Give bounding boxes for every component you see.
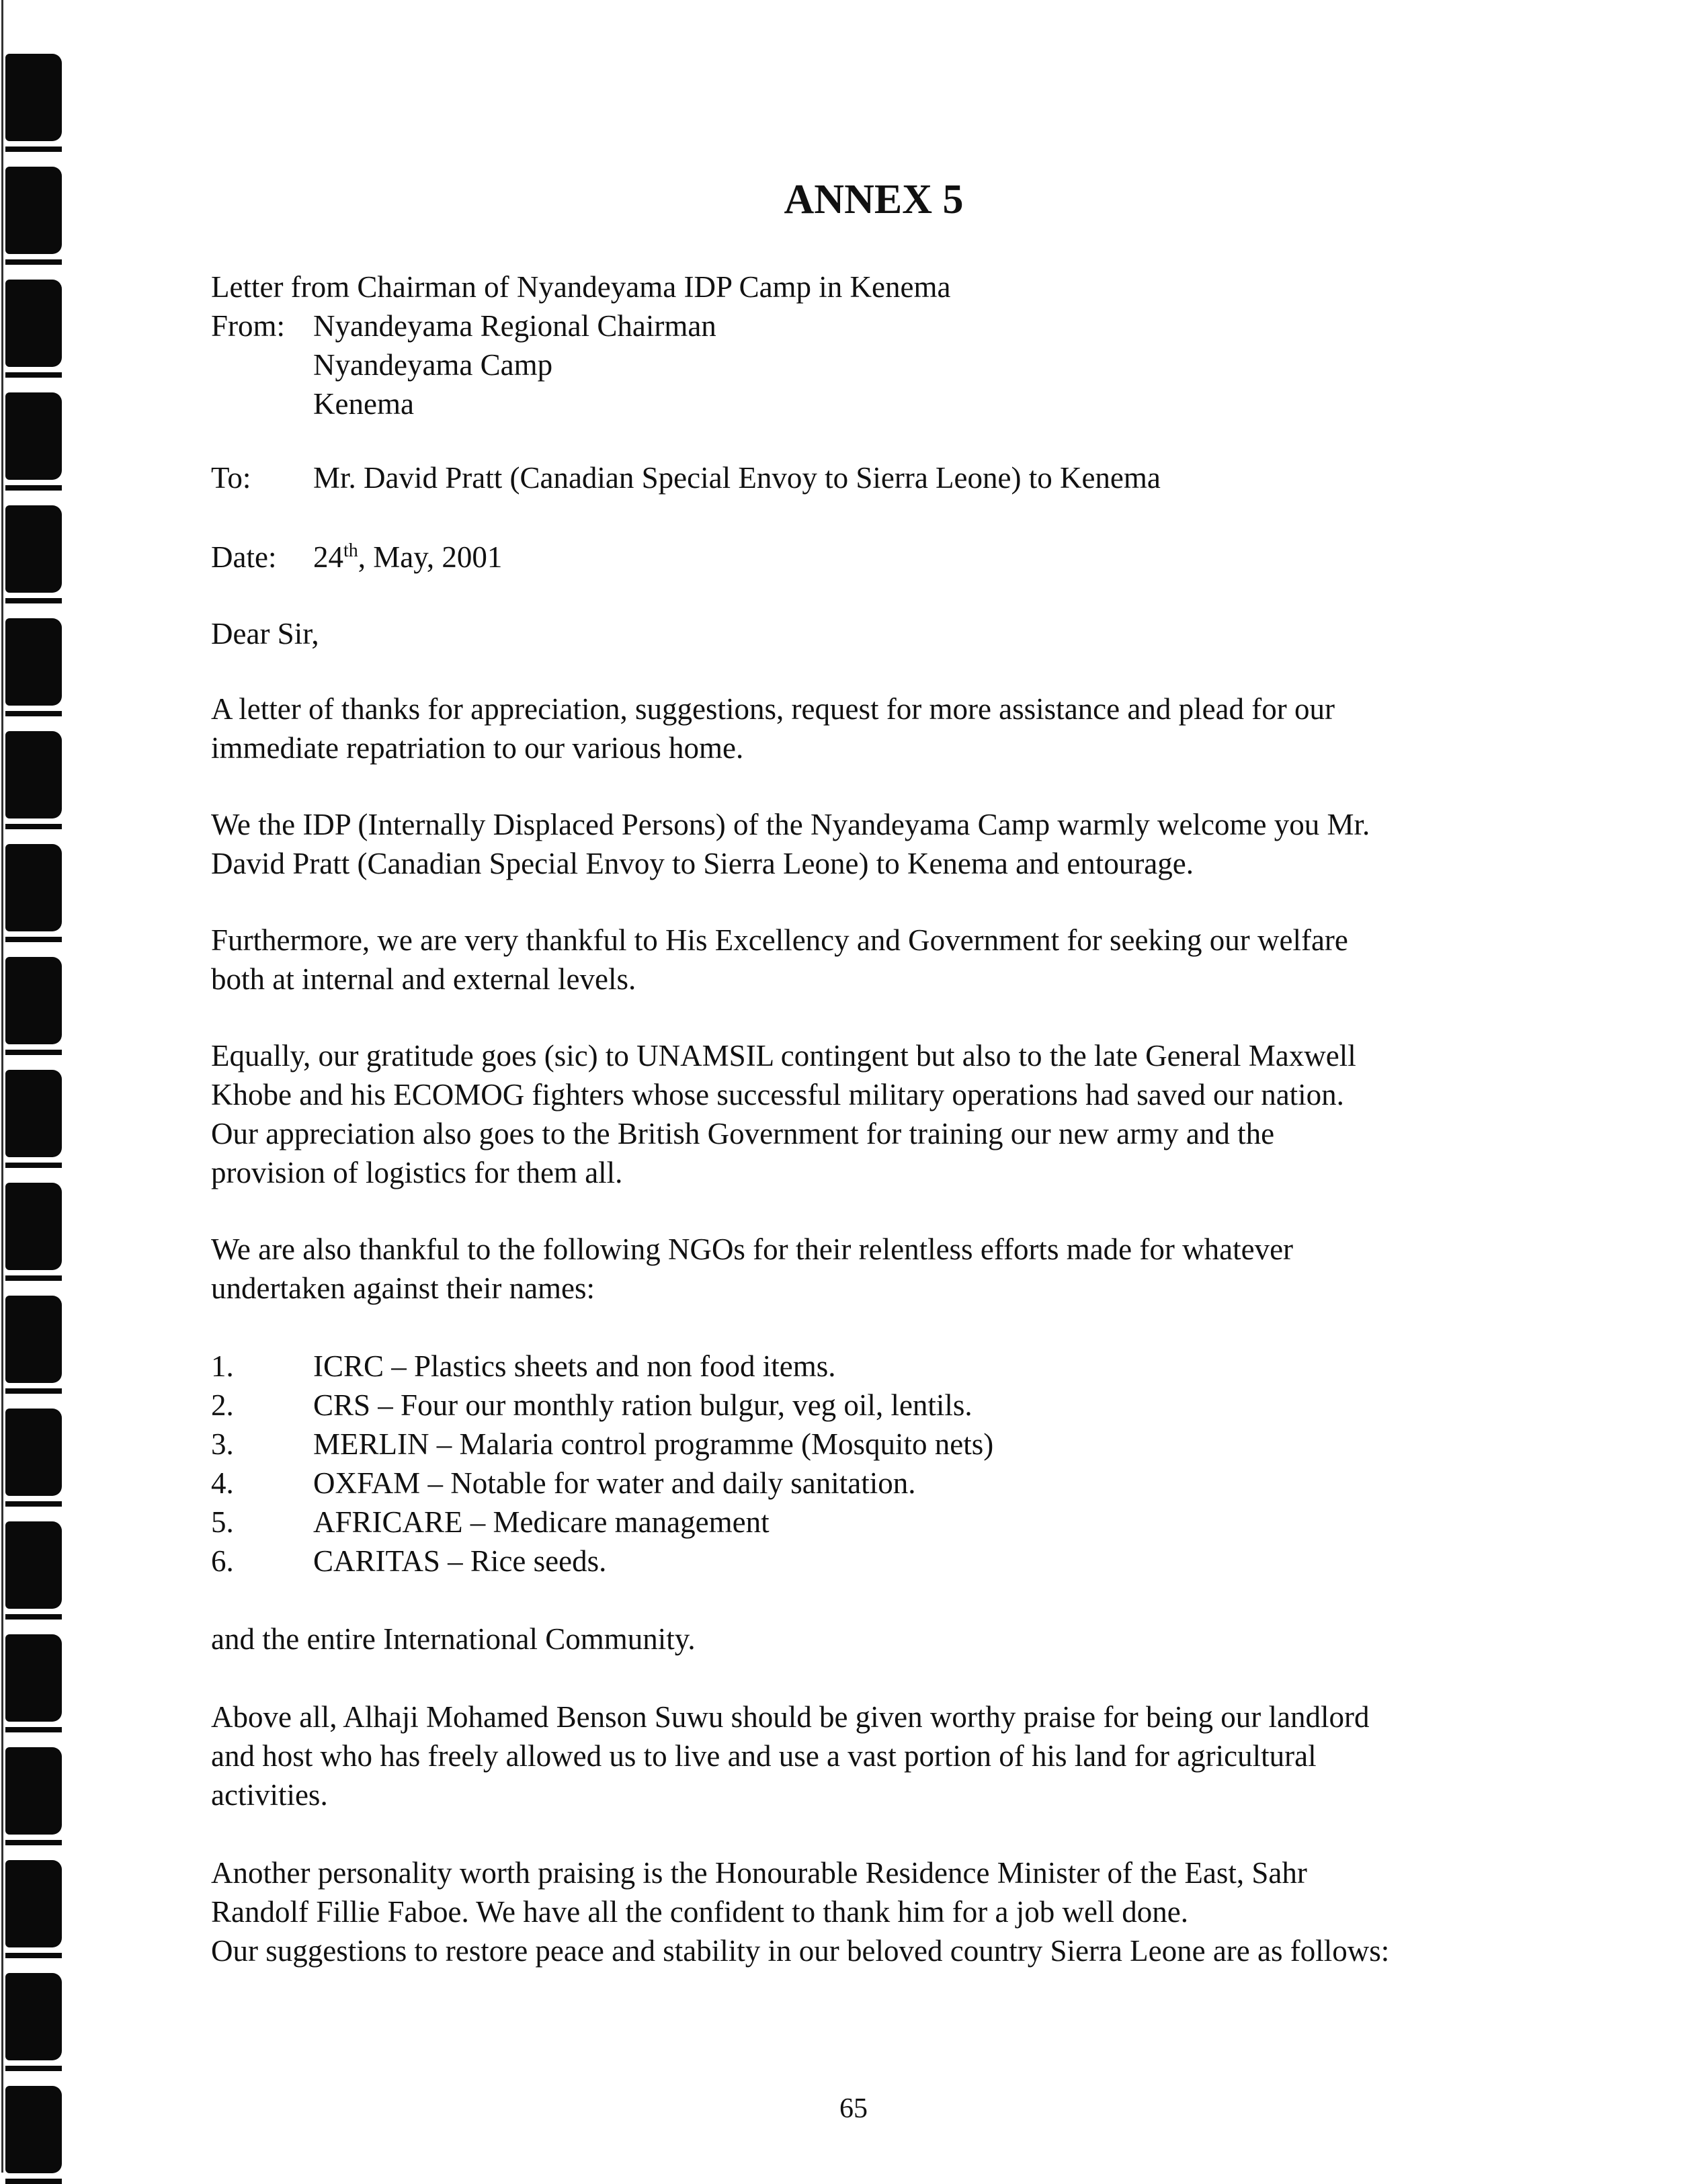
paragraph-line: activities. (211, 1778, 328, 1812)
paragraph-line: Khobe and his ECOMOG fighters whose successful military operations had saved our nation. (211, 1078, 1344, 1111)
to-value: Mr. David Pratt (Canadian Special Envoy to Sierra Leone) to Kenema (313, 461, 1161, 495)
list-item-number: 3. (211, 1427, 234, 1461)
paragraph-line: We the IDP (Internally Displaced Persons) of the Nyandeyama Camp warmly welcome you Mr. (211, 808, 1370, 841)
annex-heading: ANNEX 5 (784, 177, 964, 222)
from-line: Nyandeyama Regional Chairman (313, 309, 716, 343)
list-item: OXFAM – Notable for water and daily sanitation. (313, 1466, 916, 1500)
date-suffix: th (343, 540, 358, 561)
paragraph-line: immediate repatriation to our various home. (211, 731, 744, 765)
list-item: CARITAS – Rice seeds. (313, 1544, 607, 1578)
paragraph-line: David Pratt (Canadian Special Envoy to Sierra Leone) to Kenema and entourage. (211, 847, 1194, 880)
paragraph-line: Equally, our gratitude goes (sic) to UNAMSIL contingent but also to the late General Maxwell (211, 1039, 1356, 1073)
list-item-number: 5. (211, 1505, 234, 1539)
paragraph-line: Above all, Alhaji Mohamed Benson Suwu should be given worthy praise for being our landlord (211, 1700, 1370, 1734)
list-item-number: 6. (211, 1544, 234, 1578)
list-item-number: 4. (211, 1466, 234, 1500)
list-item-number: 1. (211, 1349, 234, 1383)
list-item: AFRICARE – Medicare management (313, 1505, 770, 1539)
date-label: Date: (211, 540, 277, 574)
list-item: CRS – Four our monthly ration bulgur, veg oil, lentils. (313, 1388, 972, 1422)
date-value (313, 538, 502, 577)
list-item-number: 2. (211, 1388, 234, 1422)
paragraph-line: Furthermore, we are very thankful to His Excellency and Government for seeking our welfare (211, 923, 1348, 957)
page-number: 65 (839, 2093, 868, 2124)
from-label: From: (211, 309, 286, 343)
from-line: Nyandeyama Camp (313, 348, 553, 382)
paragraph-line: undertaken against their names: (211, 1271, 595, 1305)
letter-title: Letter from Chairman of Nyandeyama IDP Camp in Kenema (211, 270, 951, 304)
paragraph-line: Randolf Fillie Faboe. We have all the confident to thank him for a job well done. (211, 1895, 1188, 1929)
paragraph-line: both at internal and external levels. (211, 962, 636, 996)
date-rest: , May, 2001 (358, 540, 503, 574)
paragraph-line: Our appreciation also goes to the British Government for training our new army and the (211, 1117, 1275, 1150)
paragraph-line: A letter of thanks for appreciation, suggestions, request for more assistance and plead for our (211, 692, 1335, 726)
paragraph-line: Another personality worth praising is the Honourable Residence Minister of the East, Sahr (211, 1856, 1307, 1890)
list-item: ICRC – Plastics sheets and non food items. (313, 1349, 836, 1383)
paragraph-line: provision of logistics for them all. (211, 1156, 623, 1189)
salutation: Dear Sir, (211, 617, 319, 650)
paragraph-line: We are also thankful to the following NGOs for their relentless efforts made for whatever (211, 1232, 1294, 1266)
paragraph-line: and the entire International Community. (211, 1622, 696, 1656)
list-item: MERLIN – Malaria control programme (Mosquito nets) (313, 1427, 994, 1461)
from-line: Kenema (313, 387, 414, 421)
paragraph-line: Our suggestions to restore peace and stability in our beloved country Sierra Leone are as follows: (211, 1934, 1390, 1968)
date-day: 24 (313, 540, 343, 574)
paragraph-line: and host who has freely allowed us to live and use a vast portion of his land for agricultural (211, 1739, 1317, 1773)
to-label: To: (211, 461, 251, 495)
